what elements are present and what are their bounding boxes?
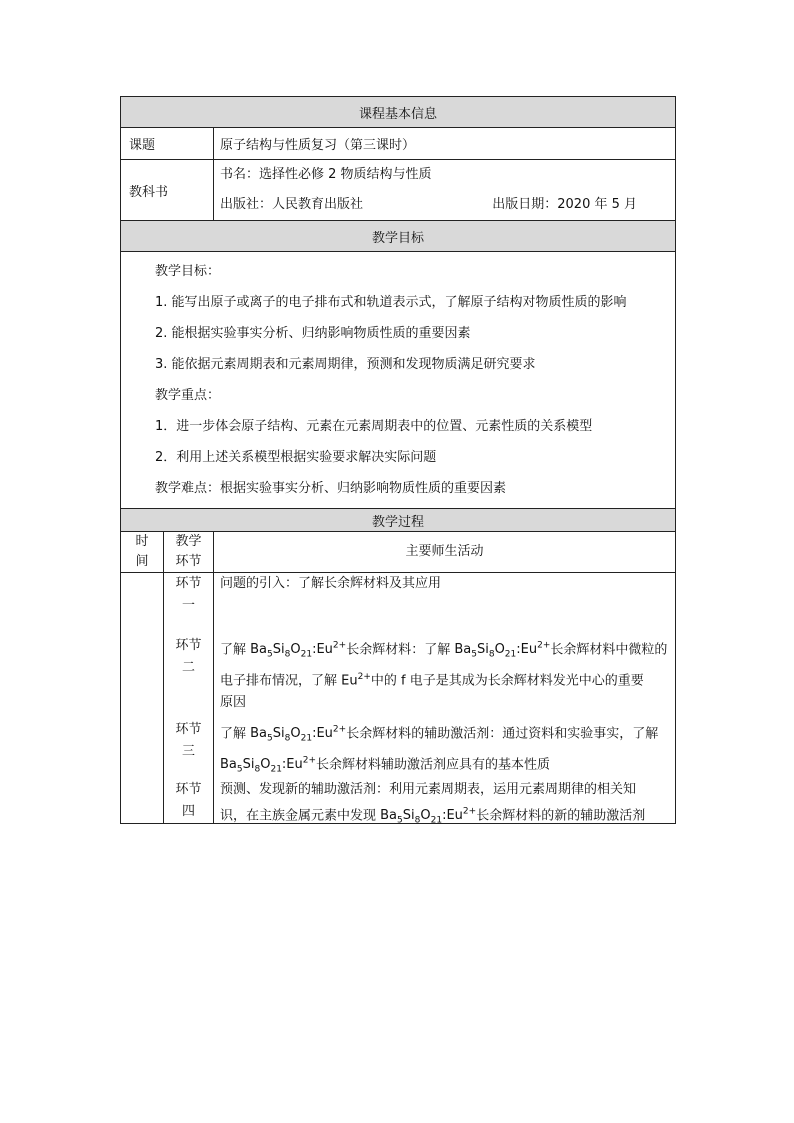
stage-2: 环节 二 [175,638,202,675]
topic-label: 课题 [121,128,214,160]
goal-item: 1. 能写出原子或离子的电子排布式和轨道表示式，了解原子结构对物质性质的影响 [155,295,627,310]
goal-item: 3. 能依据元素周期表和元素周期律，预测和发现物质满足研究要求 [155,357,536,372]
activity-4: 预测、发现新的辅助激活剂：利用元素周期表，运用元素周期律的相关知 识，在主族金属元素中发现 $Ba_5Si_8O_{21}:Eu^{2+}$长余辉材料的新的辅助激活剂 [220,782,646,826]
course-info-table [120,96,676,824]
stage-1: 环节 一 [175,576,202,613]
formula: $Ba_5Si_8O_{21}:Eu^{2+}$ [220,755,317,775]
col-stage-header: 教学 环节 [164,532,214,573]
formula: $Ba_5Si_8O_{21}:Eu^{2+}$ [250,641,347,660]
goals-block [121,252,676,509]
stage-cell [164,573,214,824]
section-goals: 教学目标 [121,221,676,252]
goal-item: 2. 能根据实验事实分析、归纳影响物质性质的重要因素 [155,326,471,341]
formula: $Ba_5Si_8O_{21}:Eu^{2+}$ [250,725,347,744]
publisher: 出版社：人民教育出版社 [220,197,364,212]
formula: $Ba_5Si_8O_{21}:Eu^{2+}$ [454,641,551,660]
difficulty: 教学难点：根据实验事实分析、归纳影响物质性质的重要因素 [155,481,507,496]
publish-date: 出版日期：2020 年 5 月 [492,197,638,212]
book-name: 书名：选择性必修 2 物质结构与性质 [220,167,432,182]
stage-4: 环节 四 [175,782,202,819]
activity-1: 问题的引入：了解长余辉材料及其应用 [220,576,442,591]
section-process: 教学过程 [121,509,676,532]
key-points-heading: 教学重点： [155,388,221,403]
topic-value: 原子结构与性质复习（第三课时） [214,128,676,160]
formula: $Ba_5Si_8O_{21}:Eu^{2+}$ [380,807,477,826]
time-cell [121,573,164,824]
key-point-item: 2．利用上述关系模型根据实验要求解决实际问题 [155,450,437,465]
activity-2: 了解 $Ba_5Si_8O_{21}:Eu^{2+}$长余辉材料：了解 $Ba_5Si_8O_{21}:Eu^{2+}$长余辉材料中微粒的 电子排布情况，了解 $Eu^{2+}$中的 f 电子是其成为长余辉材料发光中心的重要 原因 [220,641,668,711]
col-time-header: 时 间 [121,532,164,573]
textbook-label: 教科书 [121,160,214,221]
col-activity-header: 主要师生活动 [214,532,676,573]
goals-heading: 教学目标： [155,264,221,279]
key-point-item: 1．进一步体会原子结构、元素在元素周期表中的位置、元素性质的关系模型 [155,419,593,434]
textbook-info [214,160,676,221]
stage-3: 环节 三 [175,722,202,759]
section-basic-info: 课程基本信息 [121,97,676,128]
activity-3: 了解 $Ba_5Si_8O_{21}:Eu^{2+}$长余辉材料的辅助激活剂：通过资料和实验事实，了解 $Ba_5Si_8O_{21}:Eu^{2+}$长余辉材料辅助激活剂应具有的基本性质 [220,725,659,775]
activity-cell [214,573,676,824]
